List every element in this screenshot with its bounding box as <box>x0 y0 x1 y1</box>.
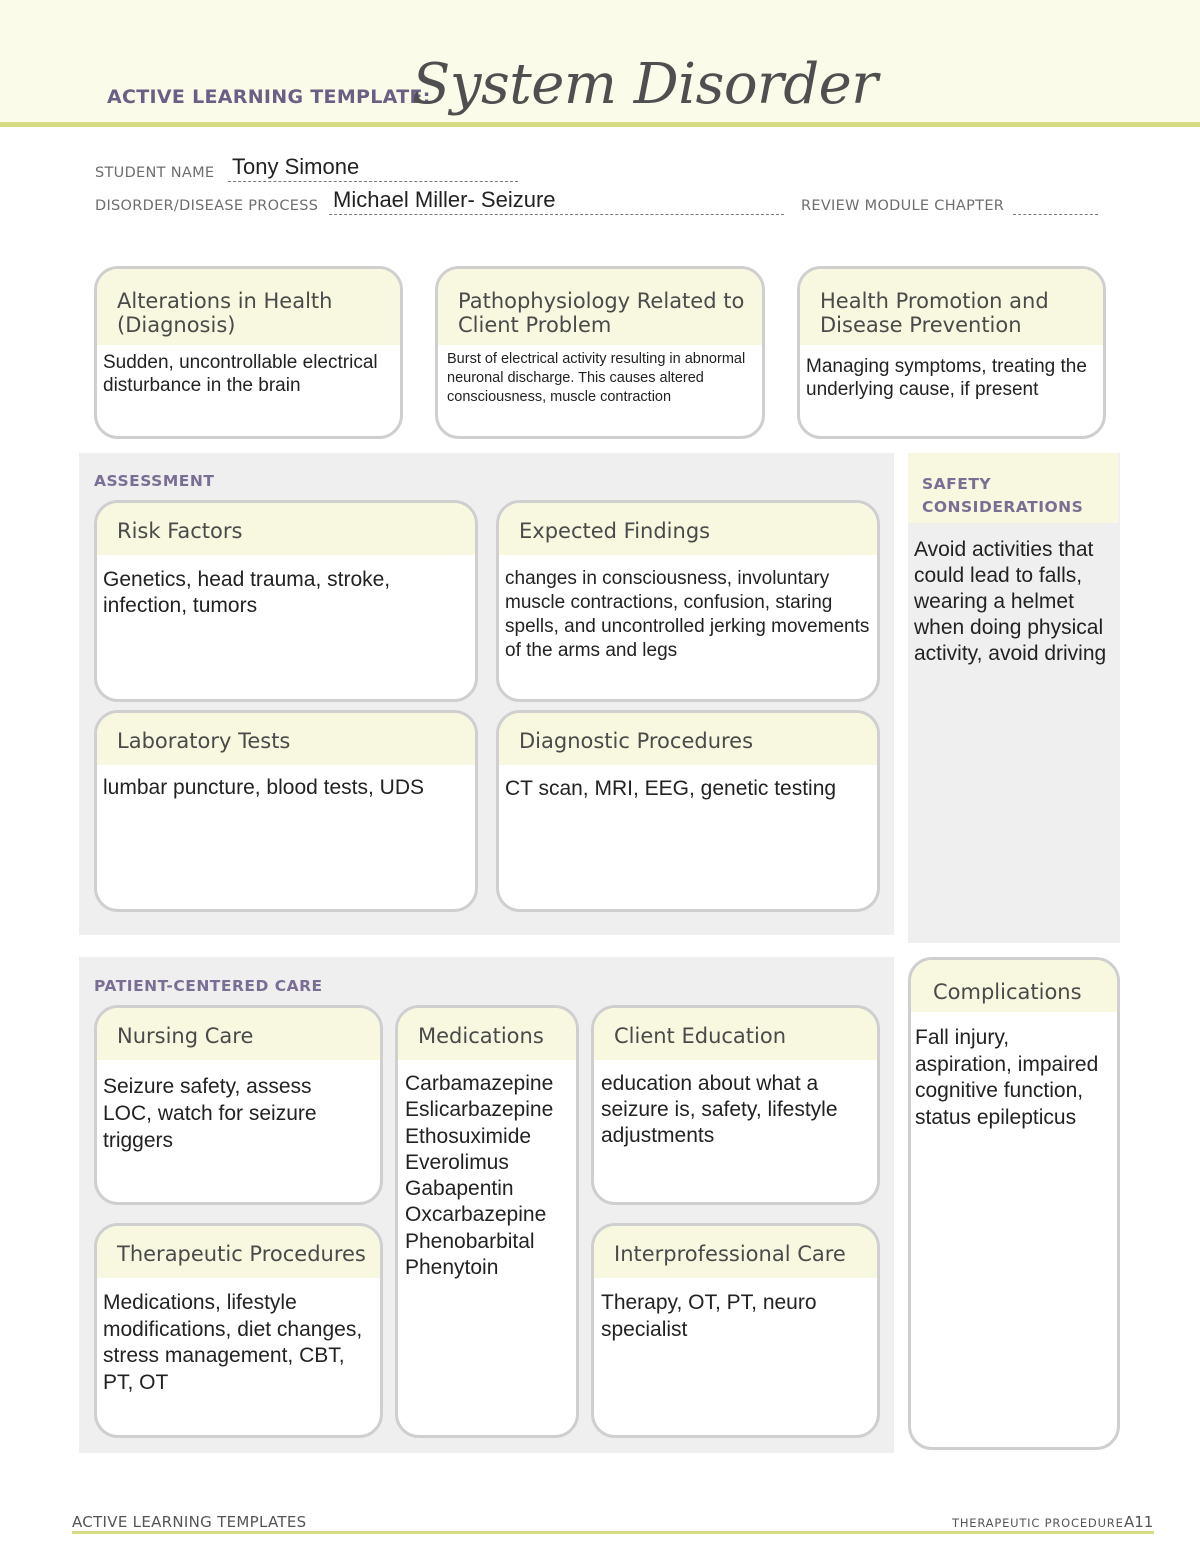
health-promotion-text[interactable]: Managing symptoms, treating the underlying cause, if present <box>806 356 1087 400</box>
therapeutic-procedures-box <box>94 1223 383 1438</box>
interprofessional-care-title: Interprofessional Care <box>594 1226 877 1278</box>
assessment-label: ASSESSMENT <box>94 472 215 490</box>
page-number: A11 <box>1124 1513 1154 1531</box>
laboratory-tests-title: Laboratory Tests <box>97 713 475 765</box>
medication-item: Carbamazepine <box>405 1072 554 1095</box>
medication-item: Phenytoin <box>405 1256 499 1280</box>
laboratory-tests-text[interactable]: lumbar puncture, blood tests, UDS <box>103 776 424 799</box>
client-education-title: Client Education <box>594 1008 877 1060</box>
nursing-care-box <box>94 1005 383 1205</box>
page-title: System Disorder <box>412 52 878 117</box>
student-name-value: Tony Simone <box>232 154 360 179</box>
pathophysiology-title: Pathophysiology Related to Client Problem <box>438 269 762 345</box>
medications-box <box>395 1005 579 1438</box>
diagnostic-procedures-text[interactable]: CT scan, MRI, EEG, genetic testing <box>505 777 837 800</box>
safety-text[interactable]: Avoid activities that could lead to falls, wearing a helmet when doing physical activity, avoid driving <box>914 538 1107 665</box>
student-name-field[interactable] <box>228 154 518 182</box>
footer-left-text: ACTIVE LEARNING TEMPLATES <box>72 1513 307 1531</box>
therapeutic-procedures-title: Therapeutic Procedures <box>97 1226 380 1278</box>
client-education-text[interactable]: education about what a seizure is, safety, lifestyle adjustments <box>601 1072 838 1147</box>
header-rule <box>0 122 1200 127</box>
expected-findings-text[interactable]: changes in consciousness, involuntary muscle contractions, confusion, staring spells, and uncontrolled jerking movements of the arms and legs <box>505 568 870 661</box>
interprofessional-care-box <box>591 1223 880 1438</box>
expected-findings-title: Expected Findings <box>499 503 877 555</box>
safety-label-line2: CONSIDERATIONS <box>922 498 1084 516</box>
template-label: ACTIVE LEARNING TEMPLATE: <box>107 86 431 108</box>
pathophysiology-text[interactable]: Burst of electrical activity resulting in abnormal neuronal discharge. This causes altered consciousness, muscle contraction <box>447 351 746 405</box>
risk-factors-title: Risk Factors <box>97 503 475 555</box>
medications-list[interactable] <box>398 1060 576 1281</box>
nursing-care-title: Nursing Care <box>97 1008 380 1060</box>
nursing-care-text[interactable]: Seizure safety, assess LOC, watch for seizure triggers <box>103 1075 317 1152</box>
risk-factors-text[interactable]: Genetics, head trauma, stroke, infection, tumors <box>103 568 391 617</box>
health-promotion-title: Health Promotion and Disease Prevention <box>800 269 1103 345</box>
complications-title: Complications <box>911 960 1117 1012</box>
expected-findings-box <box>496 500 880 702</box>
footer-section-text: THERAPEUTIC PROCEDURE <box>952 1516 1124 1530</box>
safety-label-line1: SAFETY <box>922 475 992 493</box>
complications-text[interactable]: Fall injury, aspiration, impaired cognitive function, status epilepticus <box>915 1026 1099 1129</box>
interprofessional-care-text[interactable]: Therapy, OT, PT, neuro specialist <box>601 1291 817 1341</box>
client-education-box <box>591 1005 880 1205</box>
laboratory-tests-box <box>94 710 478 912</box>
risk-factors-box <box>94 500 478 702</box>
medication-item: Gabapentin <box>405 1177 514 1201</box>
alterations-text[interactable]: Sudden, uncontrollable electrical disturbance in the brain <box>103 352 378 396</box>
medications-title: Medications <box>398 1008 576 1060</box>
disorder-field[interactable] <box>329 187 784 215</box>
medication-item: Everolimus <box>405 1150 509 1174</box>
therapeutic-procedures-text[interactable]: Medications, lifestyle modifications, diet changes, stress management, CBT, PT, OT <box>103 1291 363 1394</box>
review-module-field[interactable] <box>1013 193 1098 215</box>
footer-rule <box>72 1531 1154 1534</box>
alterations-title: Alterations in Health (Diagnosis) <box>97 269 400 345</box>
health-promotion-box <box>797 266 1106 439</box>
disorder-value: Michael Miller- Seizure <box>333 187 556 212</box>
review-module-label: REVIEW MODULE CHAPTER <box>801 198 1005 214</box>
patient-care-label: PATIENT-CENTERED CARE <box>94 977 323 995</box>
safety-section <box>908 453 1120 943</box>
diagnostic-procedures-title: Diagnostic Procedures <box>499 713 877 765</box>
disorder-label: DISORDER/DISEASE PROCESS <box>95 198 319 214</box>
medication-item: Oxcarbazepine <box>405 1203 547 1227</box>
complications-box <box>908 957 1120 1450</box>
medication-item: Phenobarbital <box>405 1229 535 1253</box>
safety-label <box>922 473 1083 519</box>
pathophysiology-box <box>435 266 765 439</box>
medication-item: Ethosuximide <box>405 1124 532 1148</box>
alterations-box <box>94 266 403 439</box>
student-name-label: STUDENT NAME <box>95 165 215 181</box>
diagnostic-procedures-box <box>496 710 880 912</box>
medication-item: Eslicarbazepine <box>405 1098 554 1122</box>
